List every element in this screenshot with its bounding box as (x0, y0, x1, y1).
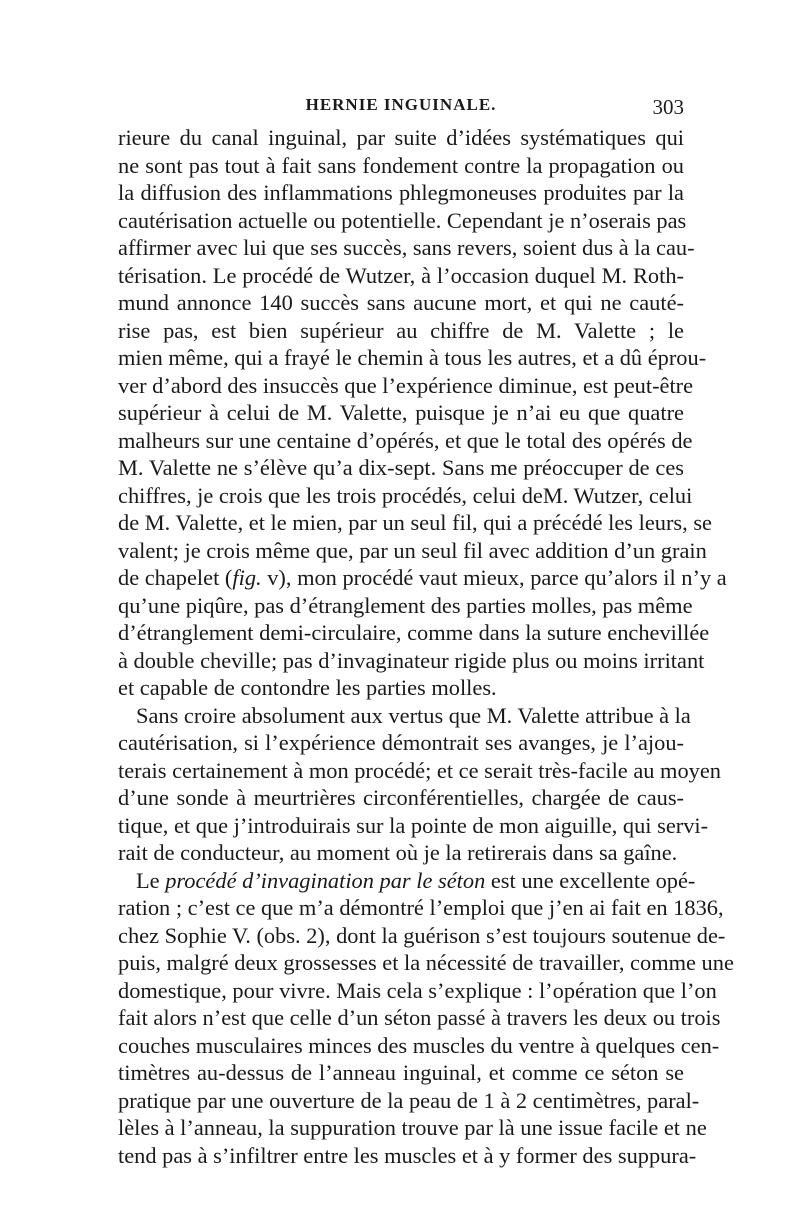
text-line: malheurs sur une centaine d’opérés, et que le total des opérés de (118, 427, 693, 453)
emphasis-text: fig. (232, 565, 262, 590)
text-line: fait alors n’est que celle d’un séton passé à travers les deux ou trois (118, 1005, 721, 1030)
page-header (118, 95, 684, 123)
text-line: supérieur à celui de M. Valette, puisque je n’ai eu que quatre (118, 400, 684, 425)
text-line: lèles à l’anneau, la suppuration trouve par là une issue facile et ne (118, 1115, 707, 1140)
text-line: rise pas, est bien supérieur au chiffre de M. Valette ; le (118, 317, 684, 343)
text-line: d’étranglement demi-circulaire, comme dans la suture enchevillée (118, 620, 710, 645)
text-line: de chapelet (fig. v), mon procédé vaut mieux, parce qu’alors il n’y a (118, 565, 727, 590)
text-line: de M. Valette, et le mien, par un seul fil, qui a précédé les leurs, se (118, 510, 712, 535)
text-line: chez Sophie V. (obs. 2), dont la guérison s’est toujours soutenue de- (118, 922, 726, 948)
text-line: rieure du canal inguinal, par suite d’idées systématiques qui (118, 125, 684, 150)
text-line: qu’une piqûre, pas d’étranglement des parties molles, pas même (118, 592, 693, 618)
text-line: ne sont pas tout à fait sans fondement contre la propagation ou (118, 152, 684, 178)
text-line: mien même, qui a frayé le chemin à tous les autres, et a dû éprou- (118, 345, 707, 370)
text-line: valent; je crois même que, par un seul fil avec addition d’un grain (118, 537, 707, 563)
emphasis-text: procédé d’invagination par le séton (165, 867, 486, 893)
text-line: à double cheville; pas d’invaginateur rigide plus ou moins irritant (118, 647, 705, 673)
text-line: M. Valette ne s’élève qu’a dix-sept. Sans me préoccuper de ces (118, 455, 684, 480)
text-line: Sans croire absolument aux vertus que M. Valette attribue à la (136, 702, 691, 728)
text-line: rait de conducteur, au moment où je la retirerais dans sa gaîne. (118, 840, 678, 865)
text-line: ration ; c’est ce que m’a démontré l’emploi que j’en ai fait en 1836, (118, 895, 724, 920)
text-line: d’une sonde à meurtrières circonférentielles, chargée de caus- (118, 785, 684, 810)
text-line: chiffres, je crois que les trois procédés, celui deM. Wutzer, celui (118, 482, 693, 508)
text-line: ver d’abord des insuccès que l’expérience diminue, est peut-être (118, 372, 694, 398)
running-title: HERNIE INGUINALE. (305, 95, 497, 114)
text-line: affirmer avec lui que ses succès, sans revers, soient dus à la cau- (118, 235, 695, 260)
body-text (118, 124, 734, 1169)
text-line: et capable de contondre les parties molles. (118, 675, 497, 700)
text-line: Le procédé d’invagination par le séton est une excellente opé- (136, 867, 696, 893)
text-line: mund annonce 140 succès sans aucune mort, et qui ne cauté- (118, 290, 684, 315)
text-line: timètres au-dessus de l’anneau inguinal, et comme ce séton se (118, 1060, 684, 1085)
text-line: tend pas à s’infiltrer entre les muscles et à y former des suppura- (118, 1142, 697, 1168)
text-line: cautérisation actuelle ou potentielle. Cependant je n’oserais pas (118, 207, 687, 233)
text-line: la diffusion des inflammations phlegmoneuses produites par la (118, 180, 684, 205)
text-line: térisation. Le procédé de Wutzer, à l’occasion duquel M. Roth- (118, 262, 684, 288)
text-line: puis, malgré deux grossesses et la nécessité de travailler, comme une (118, 950, 734, 975)
text-line: domestique, pour vivre. Mais cela s’explique : l’opération que l’on (118, 977, 717, 1003)
text-line: pratique par une ouverture de la peau de 1 à 2 centimètres, paral- (118, 1087, 700, 1113)
text-line: terais certainement à mon procédé; et ce serait très-facile au moyen (118, 757, 721, 783)
text-line: cautérisation, si l’expérience démontrait ses avanges, je l’ajou- (118, 730, 684, 755)
text-line: couches musculaires minces des muscles du ventre à quelques cen- (118, 1032, 720, 1058)
page-number: 303 (652, 95, 684, 119)
text-line: tique, et que j’introduirais sur la pointe de mon aiguille, qui servi- (118, 812, 709, 838)
